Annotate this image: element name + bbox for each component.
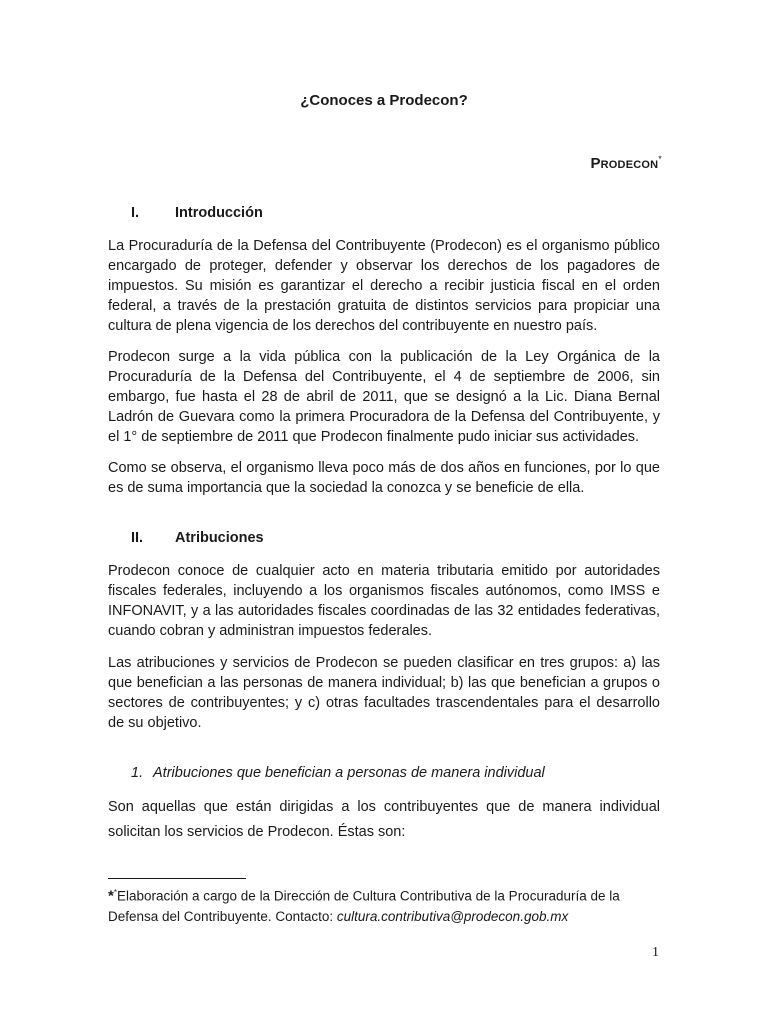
footnote — [108, 883, 668, 927]
paragraph: Como se observa, el organismo lleva poco más de dos años en funciones, por lo que es de suma importancia que la sociedad la conozca y se beneficie de ella. — [108, 460, 660, 496]
paragraph: Son aquellas que están dirigidas a los contribuyentes que de manera individual solicitan los servicios de Prodecon. Éstas son: — [108, 799, 660, 840]
footnote-sup: * — [113, 888, 117, 897]
document-author — [590, 154, 662, 172]
footnote-mark: * — [108, 887, 114, 905]
subsection-heading — [131, 765, 545, 781]
section-heading-introduccion — [131, 205, 263, 221]
section-title: Atribuciones — [175, 530, 264, 546]
section-number: II. — [131, 530, 144, 546]
document-title: ¿Conoces a Prodecon? — [300, 92, 468, 109]
subsection-title: Atribuciones que benefician a personas de manera individual — [153, 765, 545, 781]
paragraph: Las atribuciones y servicios de Prodecon se pueden clasificar en tres grupos: a) las que benefician a las personas de manera individual; b) las que benefician a grupos o sectores de contribuyentes; y c) otras facultades trascendentales para el desarrollo de su objetivo. — [108, 655, 660, 731]
page-number: 1 — [652, 945, 659, 960]
footnote-email-link[interactable]: cultura.contributiva@prodecon.gob.mx — [336, 908, 569, 924]
subsection-number: 1. — [131, 765, 144, 781]
paragraph: La Procuraduría de la Defensa del Contribuyente (Prodecon) es el organismo público encargado de proteger, defender y observar los derechos de los pagadores de impuestos. Su misión es garantizar el derecho a recibir justicia fiscal en el orden federal, a través de la prestación gratuita de distintos servicios para propiciar una cultura de plena vigencia de los derechos del contribuyente en nuestro país. — [108, 238, 660, 334]
section-number: I. — [131, 205, 140, 221]
author-name: Prodecon — [590, 155, 659, 172]
author-footnote-mark: * — [658, 154, 662, 164]
section-title: Introducción — [175, 205, 263, 221]
footnote-divider — [108, 878, 246, 879]
section-heading-atribuciones — [131, 530, 264, 546]
footnote-text: Elaboración a cargo de la Dirección de Cultura Contributiva de la Procuraduría de la Defensa del Contribuyente. Contacto: — [108, 888, 620, 924]
paragraph: Prodecon surge a la vida pública con la publicación de la Ley Orgánica de la Procuraduría de la Defensa del Contribuyente, el 4 de septiembre de 2006, sin embargo, fue hasta el 28 de abril de 2011, que se designó a la Lic. Diana Bernal Ladrón de Guevara como la primera Procuradora de la Defensa del Contribuyente, y el 1° de septiembre de 2011 que Prodecon finalmente pudo iniciar sus actividades. — [108, 349, 660, 445]
paragraph: Prodecon conoce de cualquier acto en materia tributaria emitido por autoridades fiscales federales, incluyendo a los organismos fiscales autónomos, como IMSS e INFONAVIT, y a las autoridades fiscales coordinadas de las 32 entidades federativas, cuando cobran y administran impuestos federales. — [108, 563, 660, 639]
